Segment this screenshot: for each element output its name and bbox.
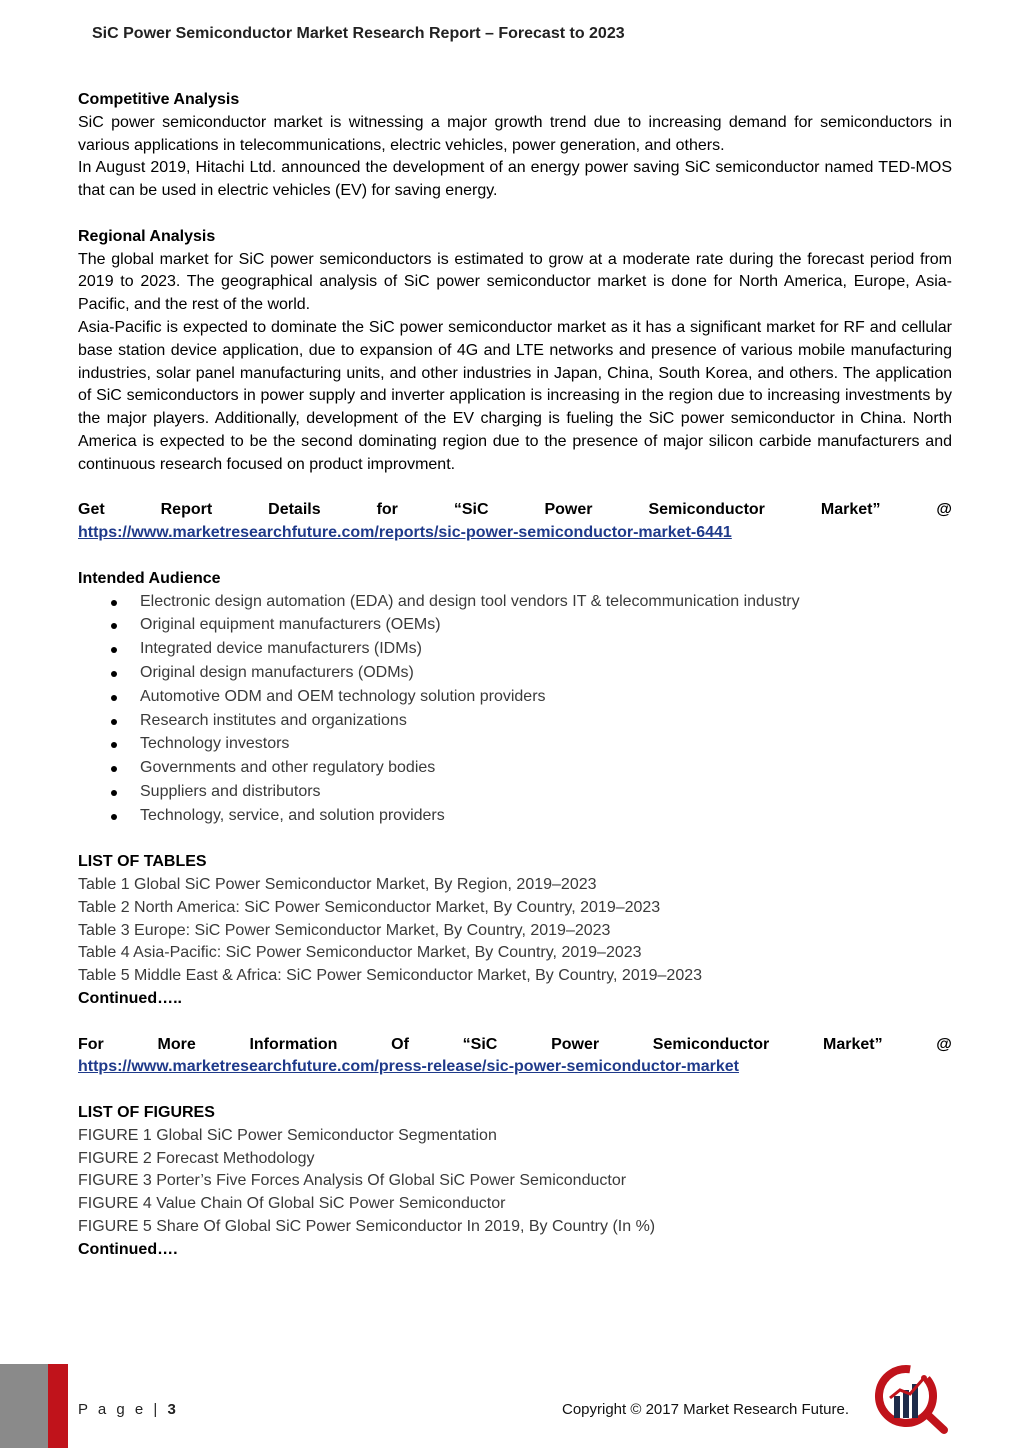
list-item: Electronic design automation (EDA) and design tool vendors IT & telecommunication industry — [108, 591, 952, 615]
report-cta-word: Market” — [820, 501, 881, 519]
list-item: Research institutes and organizations — [108, 710, 952, 734]
list-item: Automotive ODM and OEM technology solution providers — [108, 686, 952, 710]
copyright-notice: Copyright © 2017 Market Research Future. — [562, 1401, 850, 1418]
list-of-tables-heading: LIST OF TABLES — [78, 853, 207, 871]
info-cta-word: @ — [936, 1035, 952, 1053]
competitive-paragraph-1: SiC power semiconductor market is witnessing a major growth trend due to increasing demand for semiconductors in various applications in telecommunications, electric vehicles, power generation, and others. — [78, 113, 952, 154]
table-entry: Table 4 Asia-Pacific: SiC Power Semiconductor Market, By Country, 2019–2023 — [78, 944, 642, 962]
competitive-paragraph-2: In August 2019, Hitachi Ltd. announced the development of an energy power saving SiC semiconductor named TED-MOS that can be used in electric vehicles (EV) for saving energy. — [78, 159, 952, 200]
competitive-analysis-heading: Competitive Analysis — [78, 91, 240, 108]
report-cta-word: Power — [544, 501, 593, 519]
list-item: Suppliers and distributors — [108, 781, 952, 805]
info-cta-word: “SiC — [462, 1035, 498, 1053]
page-number-label — [78, 1401, 176, 1418]
press-release-link[interactable]: https://www.marketresearchfuture.com/press-release/sic-power-semiconductor-market — [78, 1058, 739, 1076]
info-cta-word: Information — [249, 1035, 338, 1053]
list-item: Original design manufacturers (ODMs) — [108, 662, 952, 686]
info-cta-word: Semiconductor — [652, 1035, 770, 1053]
report-details-link[interactable]: https://www.marketresearchfuture.com/reports/sic-power-semiconductor-market-6441 — [78, 524, 732, 542]
figure-entry: FIGURE 1 Global SiC Power Semiconductor Segmentation — [78, 1126, 497, 1144]
list-of-figures-heading: LIST OF FIGURES — [78, 1104, 215, 1122]
table-entry: Table 2 North America: SiC Power Semiconductor Market, By Country, 2019–2023 — [78, 898, 661, 916]
list-item: Technology, service, and solution providers — [108, 805, 952, 829]
intended-audience-heading: Intended Audience — [78, 569, 221, 587]
figure-entry: FIGURE 4 Value Chain Of Global SiC Power Semiconductor — [78, 1195, 506, 1213]
regional-paragraph-2: Asia-Pacific is expected to dominate the SiC power semiconductor market as it has a significant market for RF and cellular base station device application, due to expansion of 4G and LTE networks and presence of various mobile manufacturing industries, solar panel manufacturing units, and other industries in Japan, China, South Korea, and others. The application of SiC semiconductors in power supply and inverter application is increasing in the region due to increasing investments by the major players. Additionally, development of the EV charging is fueling the SiC power semiconductor in China. North America is expected to be the second dominating region due to the presence of major silicon carbide manufacturers and continuous research focused on product improvment. — [78, 318, 952, 473]
intended-audience-list — [78, 591, 952, 829]
report-cta-word: Get — [78, 501, 105, 519]
info-cta-word: More — [157, 1035, 196, 1053]
page-label: P a g e | — [78, 1401, 161, 1418]
report-cta-word: Details — [268, 501, 321, 519]
info-cta-word: Market” — [822, 1035, 883, 1053]
more-information-line — [78, 1034, 952, 1057]
page-header-title: SiC Power Semiconductor Market Research Report – Forecast to 2023 — [92, 25, 625, 42]
footer-gray-bar — [0, 1364, 48, 1448]
report-cta-word: Semiconductor — [648, 501, 765, 519]
figure-entry: FIGURE 5 Share Of Global SiC Power Semiconductor In 2019, By Country (In %) — [78, 1218, 656, 1236]
table-entry: Table 5 Middle East & Africa: SiC Power Semiconductor Market, By Country, 2019–2023 — [78, 967, 703, 985]
document-body — [78, 89, 952, 1262]
table-entry: Table 1 Global SiC Power Semiconductor Market, By Region, 2019–2023 — [78, 876, 597, 894]
report-cta-word: “SiC — [453, 501, 489, 519]
report-details-line — [78, 499, 952, 522]
list-item: Original equipment manufacturers (OEMs) — [108, 614, 952, 638]
figures-continued: Continued…. — [78, 1240, 178, 1258]
page-number: 3 — [167, 1401, 176, 1418]
regional-analysis-heading: Regional Analysis — [78, 227, 216, 245]
info-cta-word: Power — [551, 1035, 600, 1053]
tables-continued: Continued….. — [78, 990, 182, 1008]
info-cta-word: For — [78, 1035, 104, 1053]
list-item: Integrated device manufacturers (IDMs) — [108, 638, 952, 662]
footer-red-bar — [48, 1364, 68, 1448]
list-item: Governments and other regulatory bodies — [108, 757, 952, 781]
regional-paragraph-1: The global market for SiC power semiconductors is estimated to grow at a moderate rate during the forecast period from 2019 to 2023. The geographical analysis of SiC power semiconductor market is done for North America, Europe, Asia-Pacific, and the rest of the world. — [78, 250, 952, 314]
table-entry: Table 3 Europe: SiC Power Semiconductor Market, By Country, 2019–2023 — [78, 921, 611, 939]
list-item: Technology investors — [108, 733, 952, 757]
market-research-future-logo-icon — [872, 1362, 954, 1434]
report-cta-word: for — [376, 501, 398, 519]
info-cta-word: Of — [391, 1035, 409, 1053]
figure-entry: FIGURE 3 Porter’s Five Forces Analysis Of Global SiC Power Semiconductor — [78, 1172, 627, 1190]
figure-entry: FIGURE 2 Forecast Methodology — [78, 1149, 315, 1167]
report-cta-word: @ — [936, 501, 952, 519]
report-cta-word: Report — [160, 501, 213, 519]
